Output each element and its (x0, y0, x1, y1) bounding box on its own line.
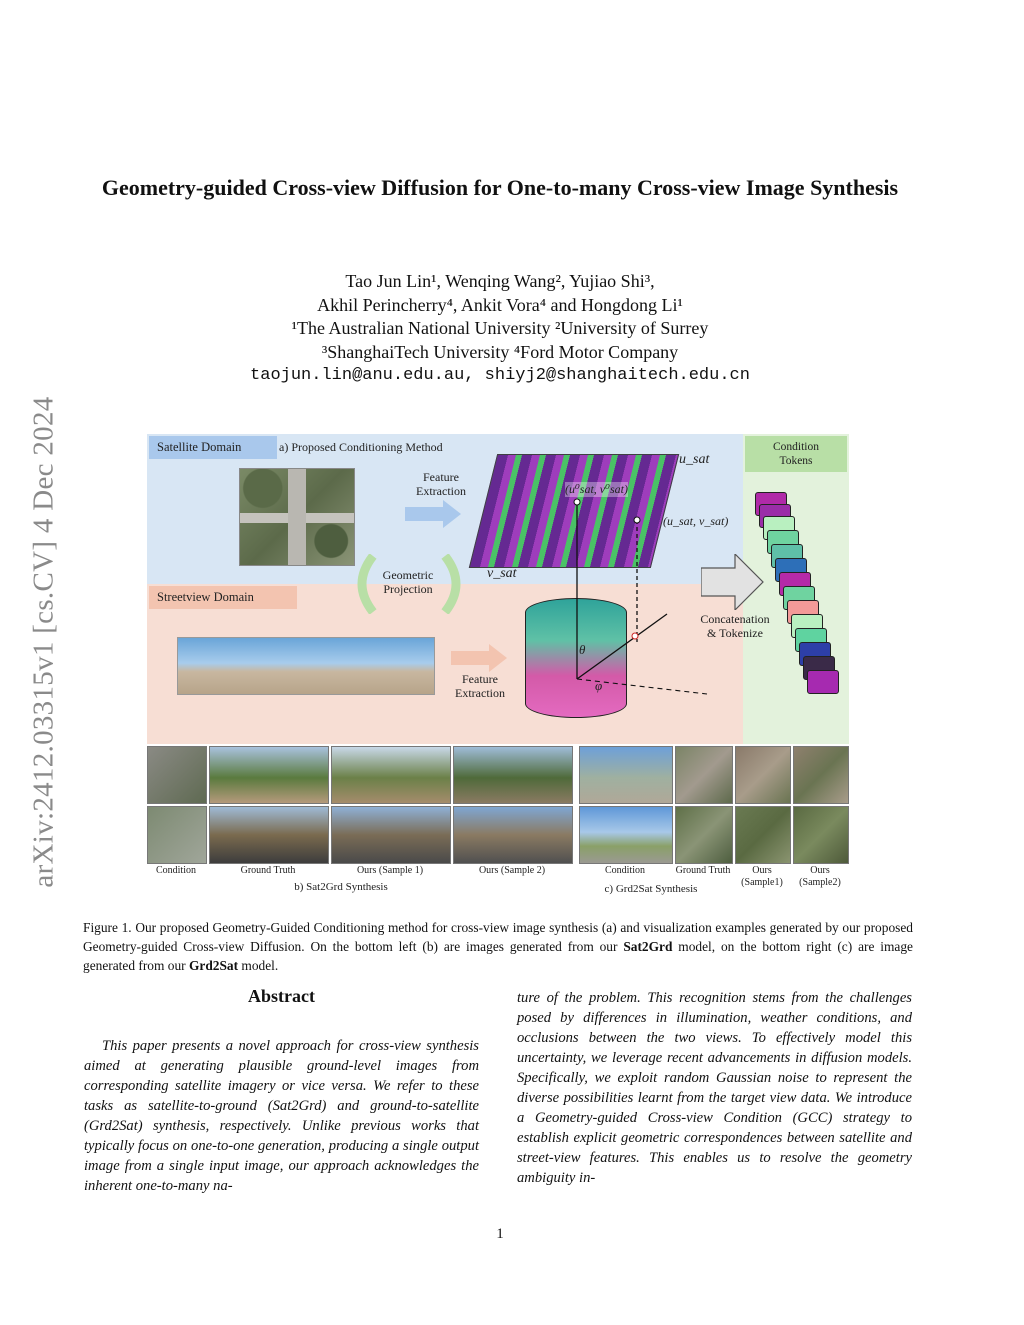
grd2sat-sample2-1 (793, 746, 849, 804)
sat2grd-sample1-2 (331, 806, 451, 864)
condition-token (807, 670, 839, 694)
panel-c-label: c) Grd2Sat Synthesis (604, 883, 698, 895)
theta-label: θ (579, 642, 586, 657)
panel-b-label: b) Sat2Grd Synthesis (294, 881, 388, 893)
grd2sat-condition-panorama-2 (579, 806, 673, 864)
figure-1 (147, 434, 849, 904)
panel-a-label: a) Proposed Conditioning Method (279, 440, 443, 454)
projection-geometry-lines (517, 494, 717, 714)
caption-grd2sat-sample1: Ours (Sample1) (741, 865, 783, 888)
grd2sat-sample2-2 (793, 806, 849, 864)
affiliations-line-2: ³ShanghaiTech University ⁴Ford Motor Company (321, 341, 679, 362)
u-sat-axis-label: u_sat (679, 452, 710, 467)
sat2grd-condition-satellite-2 (147, 806, 207, 864)
sat2grd-sample1-1 (331, 746, 451, 804)
point-coordinate-label: (u_sat, v_sat) (663, 514, 729, 528)
v-sat-axis-label: v_sat (487, 566, 517, 581)
caption-sat2grd-sample1: Ours (Sample 1) (356, 865, 424, 876)
author-block (150, 270, 850, 364)
grd2sat-ground-truth-2 (675, 806, 733, 864)
abstract-right-column: ture of the problem. This recognition stems from the challenges posed by differences in illumination, weather conditions, and occlusions between the two views. To effectively model this uncertainty, we leverage recent advancements in diffusion models. Specifically, we exploit random Gaussian noise to represent the diverse possibilities learnt from the target view data. We introduce a Geometry-guided Cross-view Condition (GCC) strategy to establish explicit geometric correspondences between satellite and street-view features. This enables us to resolve the geometry ambiguity in- (517, 990, 912, 1186)
affiliations-line-1: ¹The Australian National University ²University of Surrey (291, 318, 709, 338)
caption-sat2grd-sample2: Ours (Sample 2) (478, 865, 546, 876)
streetview-panorama-image (177, 637, 435, 695)
page-number: 1 (496, 1226, 504, 1242)
feature-extraction-top-label: Feature Extraction (416, 470, 466, 498)
geometric-projection-label: Geometric Projection (382, 568, 434, 596)
origin-coordinate-label: (u⁰sat, v⁰sat) (565, 482, 628, 496)
grd2sat-sample1-2 (735, 806, 791, 864)
paper-title: Geometry-guided Cross-view Diffusion for One-to-many Cross-view Image Synthesis (101, 175, 899, 200)
authors-line-1: Tao Jun Lin¹, Wenqing Wang², Yujiao Shi³, (345, 271, 655, 291)
condition-tokens-label: Condition Tokens (745, 436, 847, 472)
streetview-domain-label: Streetview Domain (149, 586, 297, 609)
caption-grd2sat-sample2: Ours (Sample2) (799, 865, 841, 888)
sat2grd-sample2-2 (453, 806, 573, 864)
sat2grd-ground-truth-2 (209, 806, 329, 864)
arxiv-side-stamp: arXiv:2412.03315v1 [cs.CV] 4 Dec 2024 (27, 396, 60, 888)
figure-1-caption (83, 918, 913, 975)
satellite-input-image (239, 468, 355, 566)
concatenation-label: Concatenation & Tokenize (700, 612, 770, 640)
feature-extraction-bottom-label: Feature Extraction (455, 672, 505, 700)
caption-sat2grd-condition: Condition (155, 865, 196, 876)
sat2grd-condition-satellite-1 (147, 746, 207, 804)
grd2sat-sample1-1 (735, 746, 791, 804)
grd2sat-condition-panorama-1 (579, 746, 673, 804)
caption-text-3: model. (238, 958, 279, 973)
abstract-heading: Abstract (248, 986, 315, 1006)
caption-text-1: Figure 1. Our proposed Geometry-Guided Conditioning method for cross-view image synthesis (a) and visualization examples generated by our proposed Geometry-guided Cross-view Diffusion. On the bottom left (b) are images generated from our (83, 920, 913, 954)
caption-grd2sat-condition: Condition (604, 865, 645, 876)
satellite-domain-label: Satellite Domain (149, 436, 277, 459)
phi-label: φ (595, 678, 603, 693)
concatenation-arrow (701, 554, 765, 610)
abstract-left-column: This paper presents a novel approach for cross-view synthesis aimed at generating plausible ground-level images from corresponding satellite imagery or vice versa. We refer to these tasks as satellite-to-ground (Sat2Grd) and ground-to-satellite (Grd2Sat) synthesis, respectively. Unlike previous works that typically focus on one-to-one generation, producing a single output image from a single input image, our approach acknowledges the inherent one-to-many na- (84, 1038, 479, 1194)
authors-line-2: Akhil Perincherry⁴, Ankit Vora⁴ and Hongdong Li¹ (317, 294, 683, 315)
sat2grd-sample2-1 (453, 746, 573, 804)
grd2sat-ground-truth-1 (675, 746, 733, 804)
author-emails: taojun.lin@anu.edu.au, shiyj2@shanghaitech.edu.cn (250, 366, 750, 385)
feature-extraction-top-arrow (405, 500, 463, 528)
caption-bold-grd2sat: Grd2Sat (188, 958, 239, 973)
caption-sat2grd-ground-truth: Ground Truth (240, 865, 296, 876)
feature-extraction-bottom-arrow (451, 644, 509, 672)
caption-text-2: model, on the bottom right (c) are image generated from our (83, 939, 913, 973)
caption-bold-sat2grd: Sat2Grd (623, 939, 673, 954)
caption-grd2sat-ground-truth: Ground Truth (675, 865, 731, 876)
sat2grd-ground-truth-1 (209, 746, 329, 804)
